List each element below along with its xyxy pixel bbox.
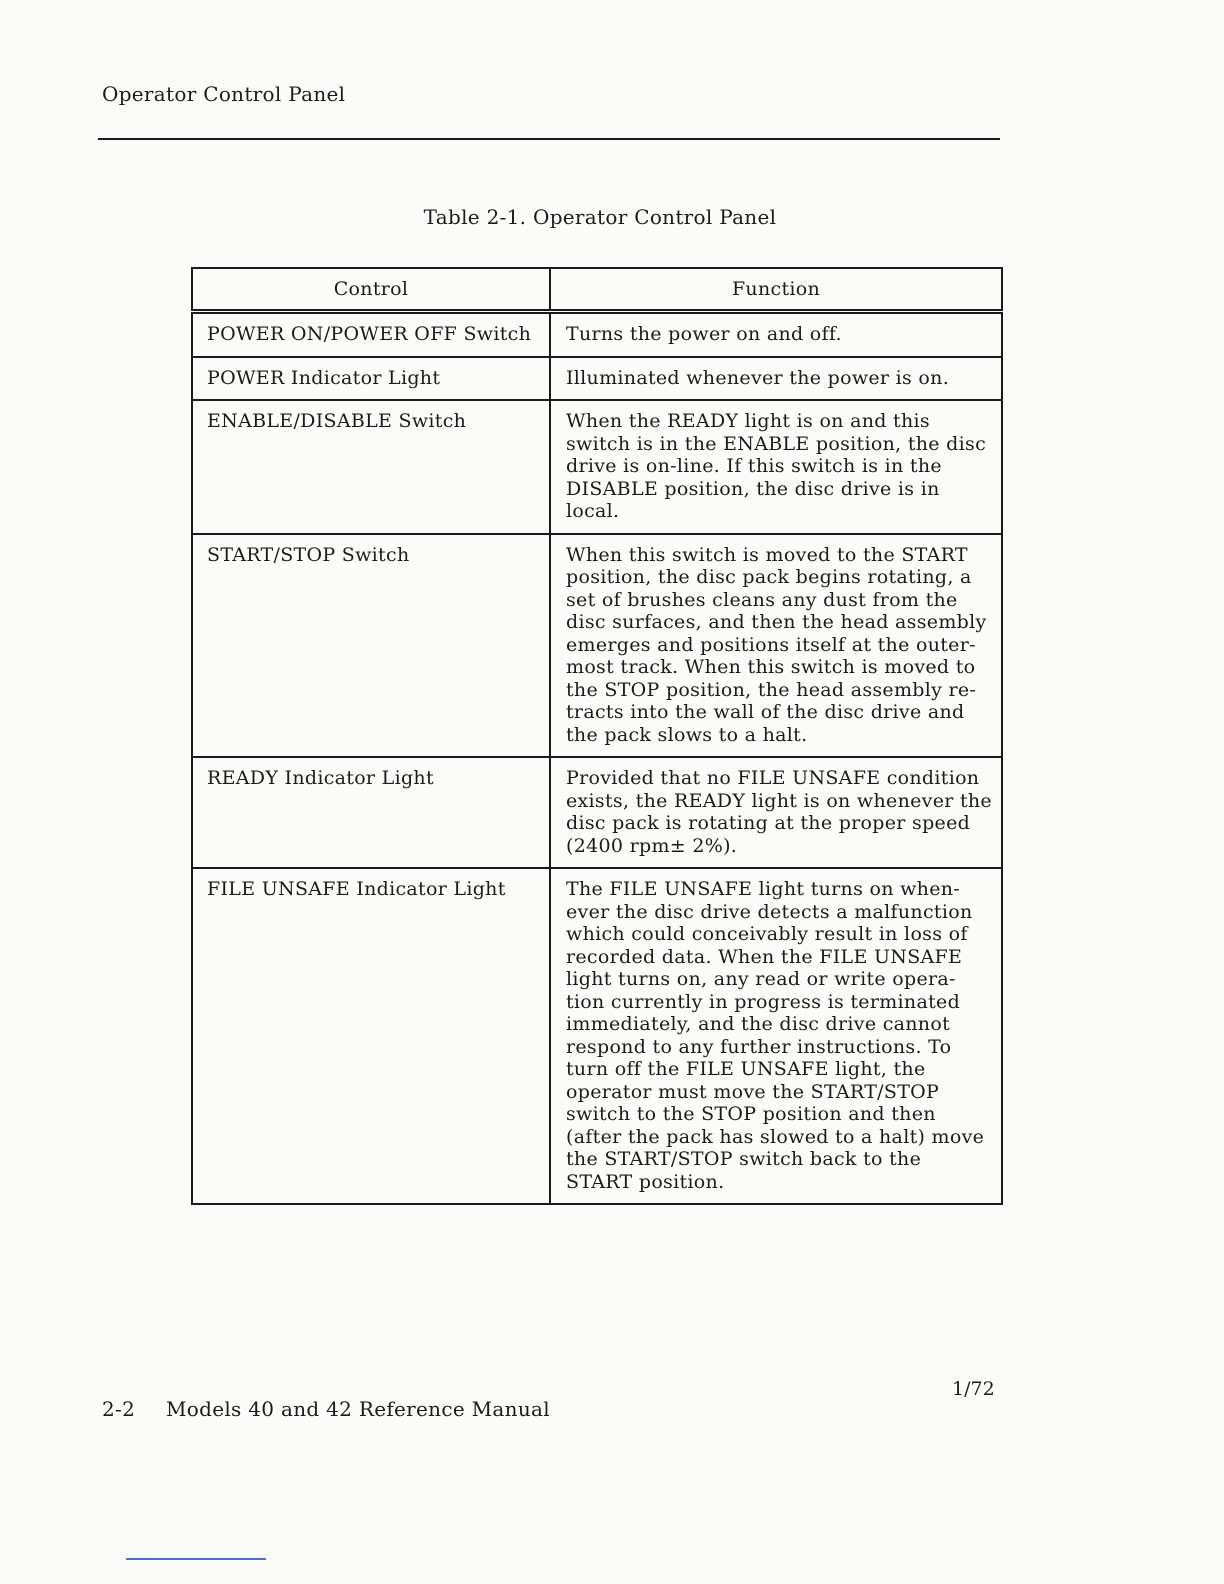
table-row [192,534,1002,758]
running-head: Operator Control Panel [102,82,346,106]
function-cell: Illuminated whenever the power is on. [550,357,1002,401]
table-row [192,868,1002,1204]
manual-title: Models 40 and 42 Reference Manual [166,1397,550,1421]
control-cell: ENABLE/DISABLE Switch [192,400,550,534]
page-footer [102,1397,550,1421]
function-cell: When the READY light is on and this switch is in the ENABLE position, the disc drive is on-line. If this switch is in the DISABLE position, the disc drive is in local. [550,400,1002,534]
column-header-function: Function [550,268,1002,312]
revision-date: 1/72 [952,1378,995,1400]
control-cell: POWER Indicator Light [192,357,550,401]
function-cell: The FILE UNSAFE light turns on when-ever the disc drive detects a malfunction which could conceivably result in loss of recorded data. When the FILE UNSAFE light turns on, any read or write opera-tion currently in progress is terminated immediately, and the disc drive cannot respond to any further instructions. To turn off the FILE UNSAFE light, the operator must move the START/STOP switch to the STOP position and then (after the pack has slowed to a halt) move the START/STOP switch back to the START position. [550,868,1002,1204]
function-cell: Turns the power on and off. [550,312,1002,357]
table-row [192,312,1002,357]
operator-control-table [191,267,1003,1205]
control-cell: POWER ON/POWER OFF Switch [192,312,550,357]
table-caption: Table 2-1. Operator Control Panel [423,205,777,229]
function-cell: When this switch is moved to the START position, the disc pack begins rotating, a set of brushes cleans any dust from the disc surfaces, and then the head assembly emerges and positions itself at the outer-most track. When this switch is moved to the STOP position, the head assembly re-tracts into the wall of the disc drive and the pack slows to a halt. [550,534,1002,758]
table-row [192,757,1002,868]
control-cell: READY Indicator Light [192,757,550,868]
page-number: 2-2 [102,1397,136,1421]
function-cell: Provided that no FILE UNSAFE condition exists, the READY light is on whenever the disc pack is rotating at the proper speed (2400 rpm± 2%). [550,757,1002,868]
control-cell: FILE UNSAFE Indicator Light [192,868,550,1204]
column-header-control: Control [192,268,550,312]
table-row [192,357,1002,401]
scan-edge-mark [126,1558,266,1560]
control-cell: START/STOP Switch [192,534,550,758]
table-row [192,400,1002,534]
table-header-row [192,268,1002,312]
header-rule [98,138,1000,140]
